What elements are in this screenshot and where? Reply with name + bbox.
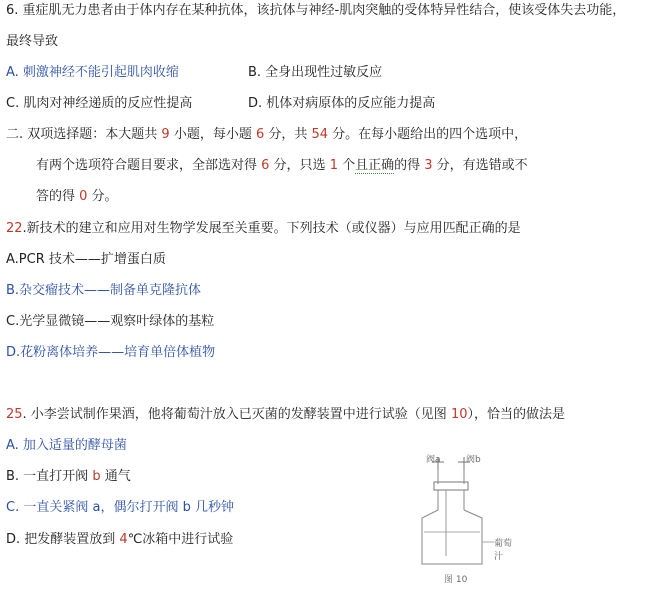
q22-option-d: D.花粉离体培养——培育单倍体植物 (6, 345, 216, 360)
bottle-body (422, 510, 482, 564)
q25-option-a: A. 加入适量的酵母菌 (6, 438, 127, 453)
section2-number: 1 (329, 158, 338, 173)
q22-number: 22 (6, 221, 23, 236)
q6-stem-line2: 最终导致 (6, 34, 59, 49)
q6-option-b: B. 全身出现性过敏反应 (248, 65, 383, 80)
section2-number: 9 (161, 127, 170, 142)
figure-caption: 图 10 (444, 575, 468, 585)
q25-option-text: 通气 (100, 469, 131, 484)
section2-number: 6 (255, 127, 265, 142)
q25-option-text: ℃冰箱中进行试验 (127, 532, 234, 547)
liquid-label: 葡萄汁 (494, 539, 513, 562)
q6-option-d: D. 机体对病原体的反应能力提高 (248, 96, 436, 111)
section2-number: 6 (261, 158, 270, 173)
section2-text: 的得 (394, 158, 425, 173)
q25-stem (6, 406, 565, 424)
bottle-stopper (434, 482, 468, 490)
section2-text: 二. 双项选择题：本大题共 (6, 127, 162, 142)
q25-option-text: B. 一直打开阀 (6, 469, 93, 484)
q22-option-a: A.PCR 技术——扩增蛋白质 (6, 252, 166, 267)
section2-text: 有两个选项符合题目要求，全部选对得 (36, 158, 262, 173)
section2-text: 分，共 (264, 127, 312, 142)
q6-stem-line1: 6. 重症肌无力患者由于体内存在某种抗体，该抗体与神经-肌肉突触的受体特异性结合，使该受体失去功能， (6, 3, 626, 18)
valve-b-label: 阀b (466, 455, 481, 465)
section2-number: 54 (311, 127, 329, 142)
section2-text: 分。 (87, 189, 118, 204)
section2-number: 0 (79, 189, 88, 204)
section2-underlined-text: 且正确 (355, 158, 395, 173)
q25-option-c: C. 一直关紧阀 a，偶尔打开阀 b 几秒钟 (6, 500, 234, 515)
section2-number: 3 (424, 158, 433, 173)
q22-stem-text: .新技术的建立和应用对生物学发展至关重要。下列技术（或仪器）与应用匹配正确的是 (22, 221, 521, 236)
valve-a-label: 阀a (426, 455, 441, 465)
section2-text: 小题，每小题 (169, 127, 256, 142)
q25-stem-text: ），恰当的做法是 (467, 407, 566, 422)
q25-figure-number: 10 (450, 407, 468, 422)
section2-text: 答的得 (36, 189, 80, 204)
q25-stem-text: . 小李尝试制作果酒，他将葡萄汁放入已灭菌的发酵装置中进行试验（见图 (22, 407, 451, 422)
q6-option-c: C. 肌肉对神经递质的反应性提高 (6, 96, 193, 111)
q25-temperature-number: 4 (119, 532, 128, 547)
section2-line2 (36, 157, 528, 175)
section2-line1 (6, 126, 527, 144)
q22-option-c: C.光学显微镜——观察叶绿体的基粒 (6, 314, 215, 329)
q6-option-a: A. 刺激神经不能引起肌肉收缩 (6, 65, 179, 80)
section2-text: 分。在每小题给出的四个选项中， (328, 127, 528, 142)
q25-number: 25 (6, 407, 23, 422)
q25-option-text: D. 把发酵装置放到 (6, 532, 120, 547)
section2-text: 分，只选 (269, 158, 330, 173)
fermentation-apparatus-figure (408, 452, 518, 584)
section2-line3 (36, 188, 118, 206)
q25-option-b (6, 468, 131, 486)
q22-option-b: B.杂交瘤技术——制备单克隆抗体 (6, 283, 202, 298)
q25-option-d (6, 531, 233, 549)
fermentation-apparatus-drawing (408, 452, 518, 584)
q22-stem (6, 220, 521, 238)
section2-text: 个 (337, 158, 356, 173)
q25-valve-letter: b (92, 469, 101, 484)
section2-text: 分，有选错或不 (432, 158, 528, 173)
